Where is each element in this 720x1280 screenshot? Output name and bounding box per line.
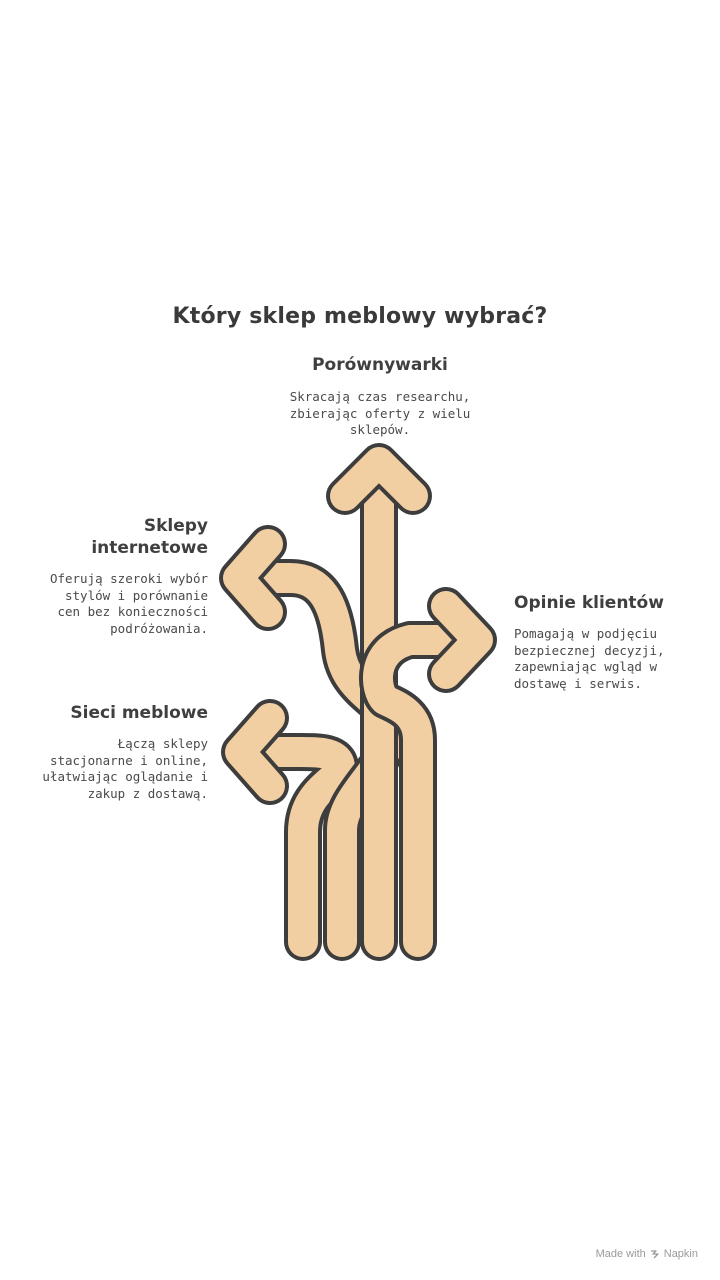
branch-heading-sklepy-internetowe: Sklepy internetowe [91, 516, 208, 558]
footer-made-with: Made with [595, 1248, 646, 1260]
branch-description-sklepy-internetowe: Oferują szeroki wybór stylów i porównanie cen bez konieczności podróżowania. [49, 571, 208, 636]
branch-heading-sieci-meblowe: Sieci meblowe [70, 703, 208, 723]
napkin-logo-icon [650, 1249, 660, 1259]
branch-description-opinie-klientow: Pomagają w podjęciu bezpiecznej decyzji, zapewniając wgląd w dostawę i serwis. [514, 626, 665, 691]
branch-heading-porownywarki: Porównywarki [312, 355, 448, 375]
branch-description-porownywarki: Skracają czas researchu, zbierając oferty z wielu sklepów. [289, 389, 471, 437]
footer-brand: Napkin [663, 1248, 698, 1260]
branch-heading-opinie-klientow: Opinie klientów [514, 593, 664, 613]
footer-attribution [596, 1248, 698, 1260]
diagram-title: Który sklep meblowy wybrać? [172, 304, 548, 329]
branch-description-sieci-meblowe: Łączą sklepy stacjonarne i online, ułatwiając oglądanie i zakup z dostawą. [42, 736, 208, 801]
